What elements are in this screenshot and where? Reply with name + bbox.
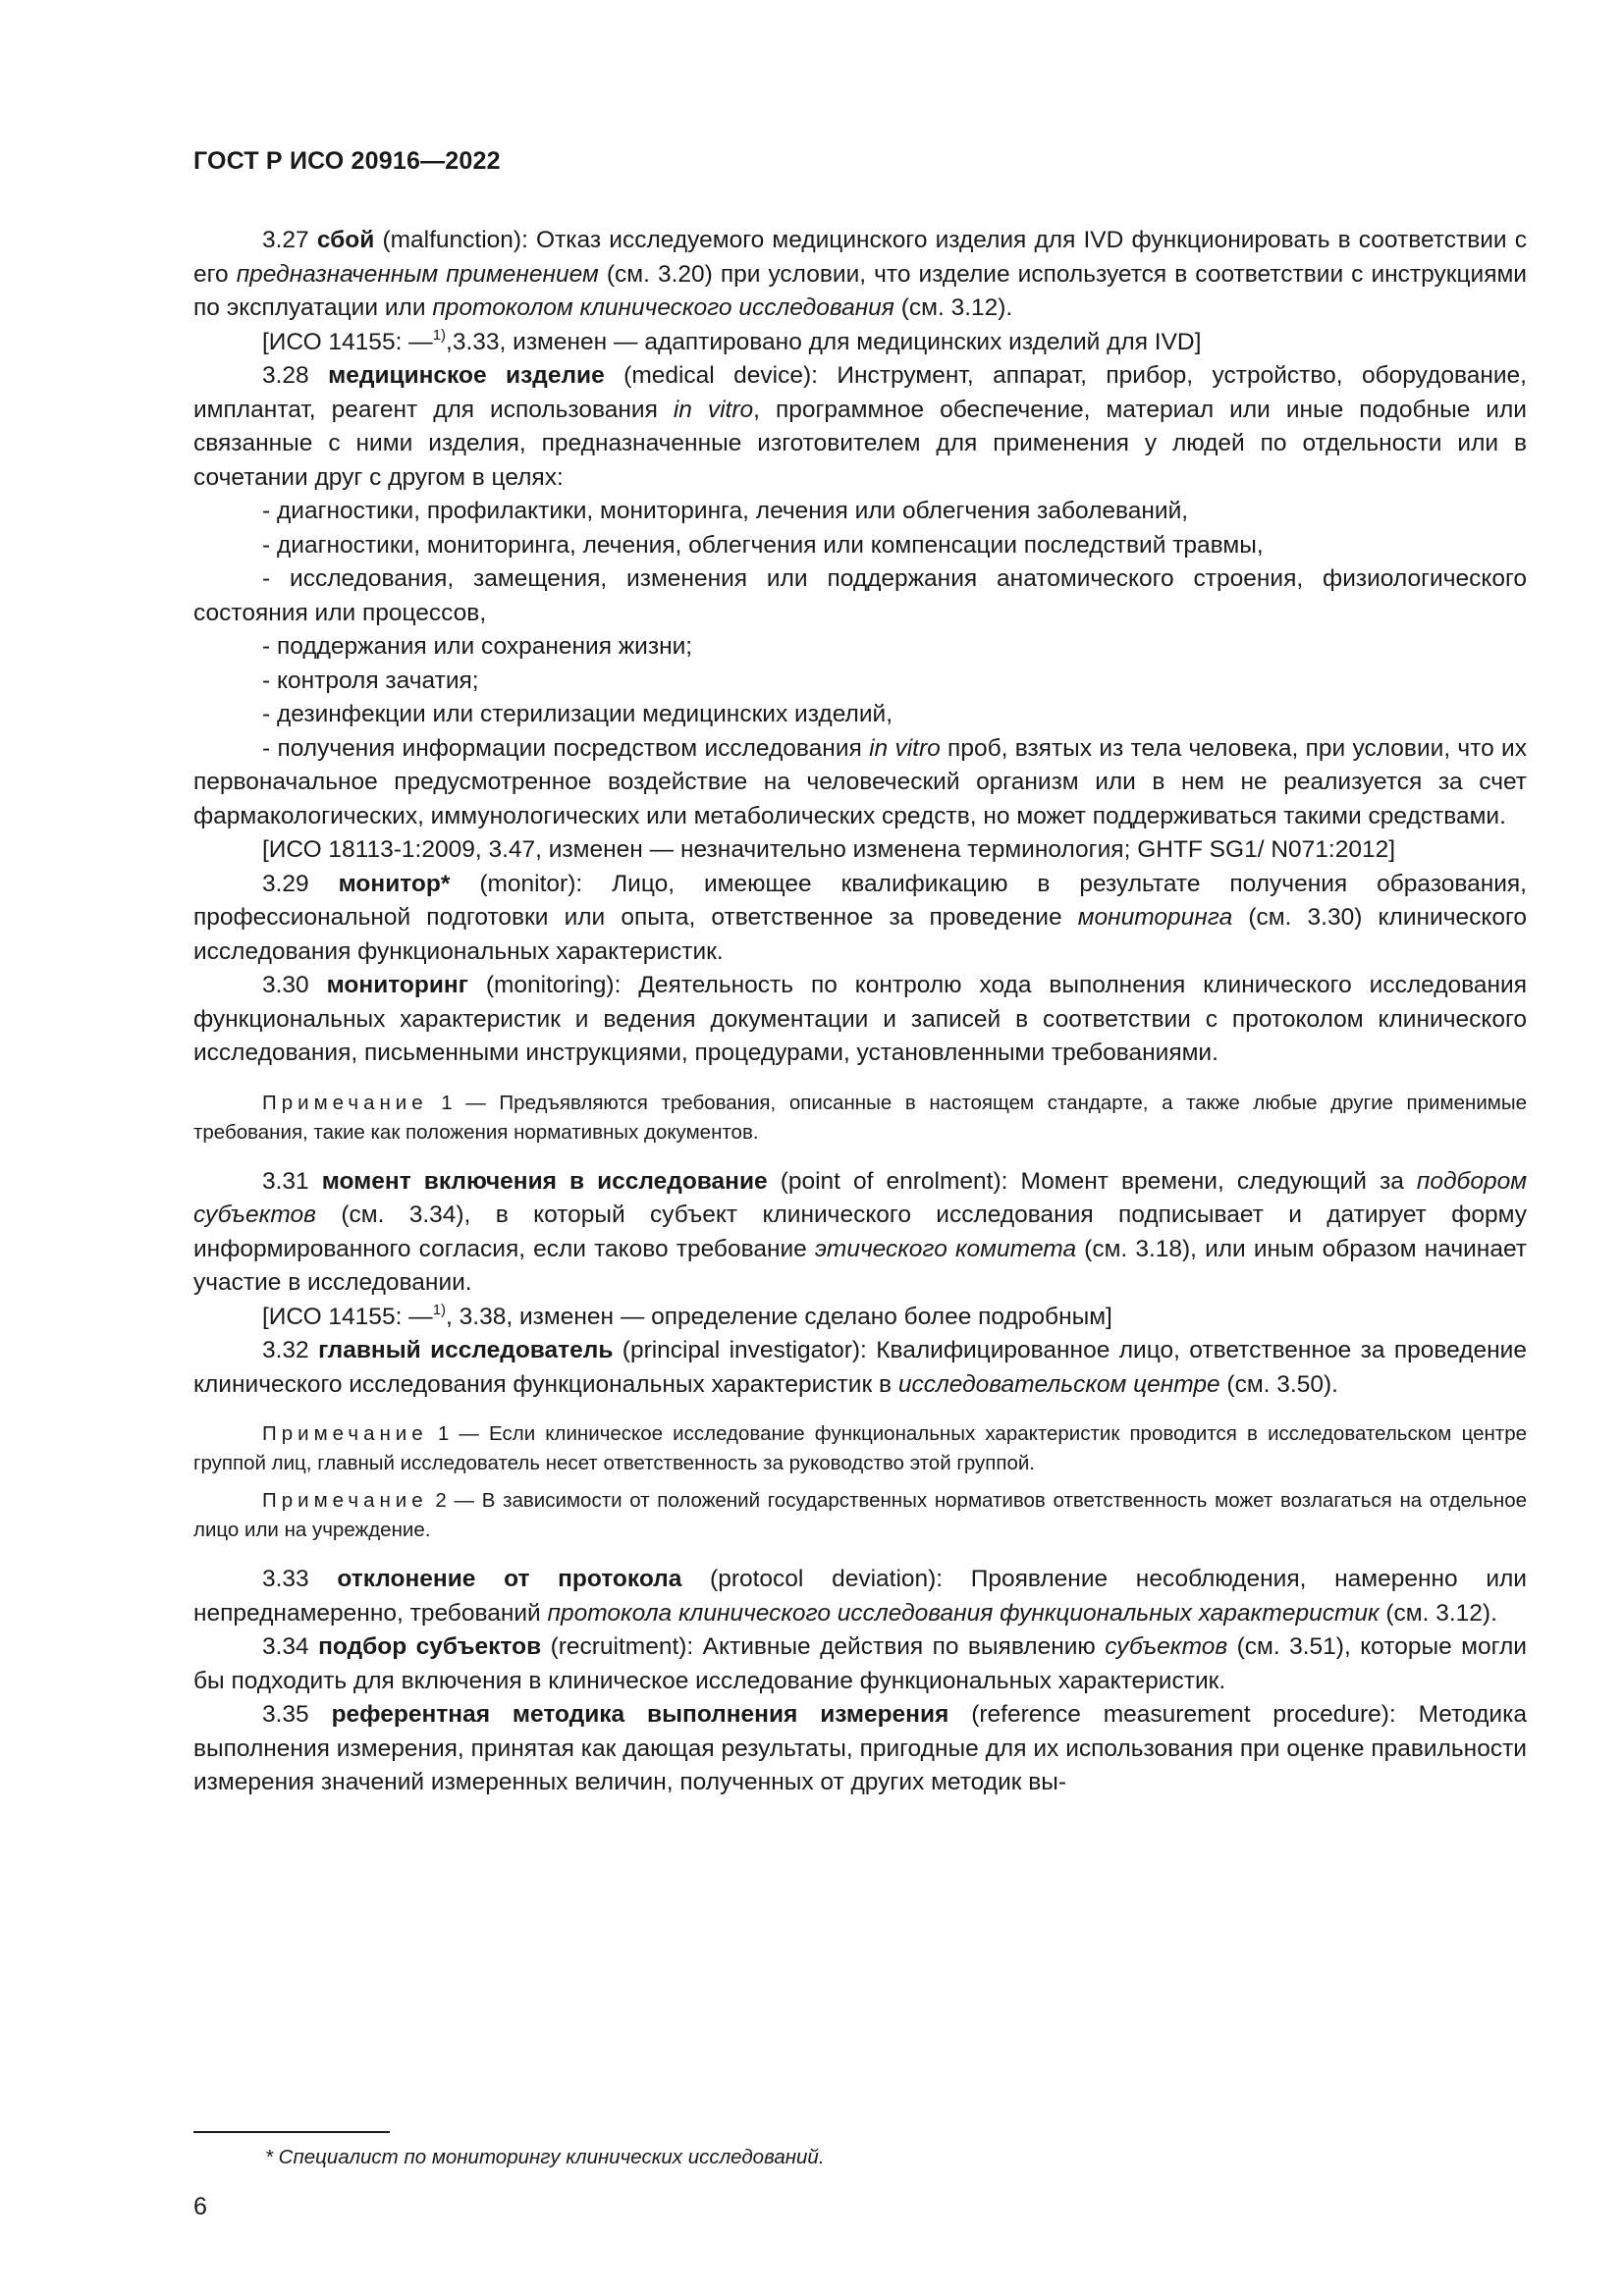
term-3-31-source: [ИСО 14155: —$^{1)}$, 3.38, изменен — определение сделано более подробным] — [262, 1301, 1112, 1330]
term-reference: исследовательском центре — [897, 1370, 1220, 1398]
term-3-35: 3.35 референтная методика выполнения измерения (reference measurement procedure): Методика выполнения измерения, принятая как дающая результаты, пригодные для их использования при оценке правильности измерения значений измеренных величин, полученных от других методик вы- — [193, 1701, 1527, 1795]
term-reference: in vitro — [869, 734, 941, 762]
term-3-27-source: [ИСО 14155: —$^{1)}$,3.33, изменен — адаптировано для медицинских изделий для IVD] — [262, 326, 1202, 355]
footnote: * Специалист по мониторингу клинических исследований. — [265, 2146, 825, 2168]
term-reference: предназначенным применением — [236, 260, 599, 288]
term-3-33: 3.33 отклонение от протокола (protocol deviation): Проявление несоблюдения, намеренно или непреднамеренно, требований протокола клинического исследования функциональных характеристик (см. 3.12). — [193, 1566, 1527, 1627]
term-3-27: 3.27 сбой (malfunction): Отказ исследуемого медицинского изделия для IVD функционировать в соответствии с его предназначенным применением (см. 3.20) при условии, что изделие используется в соответствии с инструкциями по эксплуатации или протоколом клинического исследования (см. 3.12). — [193, 227, 1527, 321]
list-item: - контроля зачатия; — [262, 667, 479, 694]
list-item: - исследования, замещения, изменения или поддержания анатомического строения, физиологического состояния или процессов, — [193, 565, 1527, 626]
term-reference: in vitro — [673, 396, 754, 423]
term-name: монитор* — [338, 870, 451, 897]
term-reference: протокола клинического исследования функциональных характеристик — [547, 1599, 1380, 1627]
list-item: - поддержания или сохранения жизни; — [262, 633, 693, 660]
document-body — [193, 224, 1527, 1800]
term-3-30: 3.30 мониторинг (monitoring): Деятельность по контролю хода выполнения клинического исследования функциональных характеристик и ведения документации и записей в соответствии с протоколом клинического исследования, письменными инструкциями, процедурами, установленными требованиями. — [193, 972, 1527, 1066]
term-reference: протоколом клинического исследования — [432, 294, 894, 321]
term-reference: мониторинга — [1077, 904, 1233, 931]
note-3-30-1: Примечание 1 — Предъявляются требования, описанные в настоящем стандарте, а также любые другие применимые требования, такие как положения нормативных документов. — [193, 1091, 1527, 1144]
term-3-29: 3.29 монитор* (monitor): Лицо, имеющее квалификацию в результате получения образования, профессиональной подготовки или опыта, ответственное за проведение мониторинга (см. 3.30) клинического исследования функциональных характеристик. — [193, 870, 1528, 965]
note-label: Примечание — [262, 1489, 428, 1512]
term-3-32: 3.32 главный исследователь (principal investigator): Квалифицированное лицо, ответственное за проведение клинического исследования функциональных характеристик в исследовательском центре (см. 3.50). — [193, 1337, 1527, 1398]
term-3-34: 3.34 подбор субъектов (recruitment): Активные действия по выявлению субъектов (см. 3.51), которые могли бы подходить для включения в клиническое исследование функциональных характеристик. — [193, 1633, 1527, 1694]
term-name: отклонение от протокола — [337, 1566, 682, 1592]
note-label: Примечание — [262, 1422, 428, 1445]
term-name: мониторинг — [326, 972, 468, 998]
page-header: ГОСТ Р ИСО 20916—2022 — [193, 147, 501, 175]
list-item: - получения информации посредством исследования in vitro проб, взятых из тела человека, при условии, что их первоначальное предусмотренное воздействие на человеческий организм или в нем не реализуется за счет фармакологических, иммунологических или метаболических средств, но может поддерживаться такими средствами. — [193, 734, 1527, 829]
term-name: главный исследователь — [318, 1337, 614, 1363]
term-name: момент включения в исследование — [321, 1167, 768, 1195]
footnote-ref: 1) — [432, 326, 447, 344]
term-3-31: 3.31 момент включения в исследование (point of enrolment): Момент времени, следующий за подбором субъектов (см. 3.34), в который субъект клинического исследования подписывает и датирует форму информированного согласия, если таково требование этического комитета (см. 3.18), или иным образом начинает участие в исследовании. — [193, 1167, 1527, 1296]
term-reference: субъектов — [1105, 1633, 1228, 1660]
term-reference: подбором субъектов — [193, 1167, 1527, 1228]
list-item: - дезинфекции или стерилизации медицинских изделий, — [262, 701, 893, 727]
term-reference: этического комитета — [814, 1235, 1077, 1262]
note-label: Примечание — [262, 1091, 428, 1114]
note-3-32-2: Примечание 2 — В зависимости от положений государственных нормативов ответственность может возлагаться на отдельное лицо или на учреждение. — [193, 1489, 1527, 1541]
list-item: - диагностики, мониторинга, лечения, облегчения или компенсации последствий травмы, — [262, 531, 1264, 559]
term-name: сбой — [316, 227, 375, 253]
footnote-divider — [193, 2131, 390, 2133]
footnote-ref: 1) — [432, 1301, 447, 1318]
term-name: подбор субъектов — [318, 1633, 542, 1660]
term-3-28: 3.28 медицинское изделие (medical device): Инструмент, аппарат, прибор, устройство, оборудование, имплантат, реагент для использования in vitro, программное обеспечение, материал или иные подобные или связанные с ними изделия, предназначенные изготовителем для применения у людей по отдельности или в сочетании друг с другом в целях: — [193, 362, 1527, 491]
term-name: референтная методика выполнения измерения — [331, 1701, 949, 1728]
term-3-28-source: [ИСО 18113-1:2009, 3.47, изменен — незначительно изменена терминология; GHTF SG1/ N071:2012] — [262, 836, 1396, 863]
note-3-32-1: Примечание 1 — Если клиническое исследование функциональных характеристик проводится в исследовательском центре группой лиц, главный исследователь несет ответственность за руководство этой группой. — [193, 1422, 1527, 1474]
list-item: - диагностики, профилактики, мониторинга, лечения или облегчения заболеваний, — [262, 498, 1189, 524]
page-number: 6 — [193, 2193, 207, 2220]
term-name: медицинское изделие — [328, 362, 605, 389]
